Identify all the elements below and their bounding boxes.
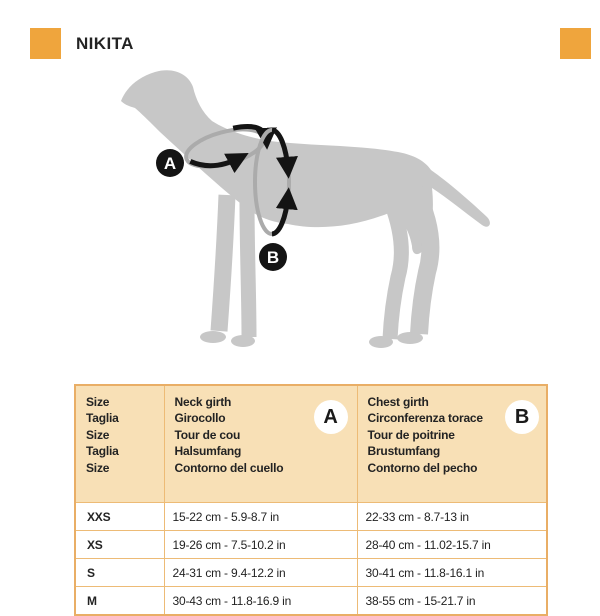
chest-header-badge: B (505, 400, 539, 434)
size-label: S (75, 559, 164, 587)
size-header-line: Taglia (86, 411, 119, 426)
chest-header-line: Tour de poitrine (367, 427, 455, 442)
chest-header-line: Contorno del pecho (367, 460, 478, 475)
chest-girth-value: 38-55 cm - 15-21.7 in (357, 587, 547, 616)
chest-header-line: Circonferenza torace (367, 411, 483, 426)
chest-header-line: Chest girth (367, 395, 429, 409)
neck-header-line: Neck girth (174, 395, 232, 409)
table-row (75, 531, 547, 559)
table-row (75, 503, 547, 531)
chest-badge (259, 243, 287, 271)
dog-silhouette (121, 70, 490, 348)
neck-header-line: Tour de cou (174, 427, 241, 442)
neck-girth-column-header (164, 385, 357, 503)
neck-girth-value: 15-22 cm - 5.9-8.7 in (164, 503, 357, 531)
size-header-line: Size (86, 460, 110, 475)
table-row (75, 587, 547, 616)
size-label: XXS (75, 503, 164, 531)
chest-girth-value: 28-40 cm - 11.02-15.7 in (357, 531, 547, 559)
neck-girth-value: 19-26 cm - 7.5-10.2 in (164, 531, 357, 559)
neck-header-line: Girocollo (174, 411, 226, 426)
size-table (74, 384, 548, 616)
neck-header-badge: A (314, 400, 348, 434)
chest-girth-value: 22-33 cm - 8.7-13 in (357, 503, 547, 531)
table-row (75, 559, 547, 587)
chest-girth-value: 30-41 cm - 11.8-16.1 in (357, 559, 547, 587)
size-header-line: Size (86, 427, 110, 442)
neck-badge (156, 149, 184, 177)
product-title: NIKITA (76, 34, 134, 53)
chest-badge-letter: B (266, 248, 280, 267)
size-column-header (75, 385, 164, 503)
size-header-line: Taglia (86, 444, 119, 459)
neck-girth-value: 30-43 cm - 11.8-16.9 in (164, 587, 357, 616)
chest-header-line: Brustumfang (367, 444, 440, 459)
neck-header-line: Halsumfang (174, 444, 242, 459)
size-table-header-row (75, 385, 547, 503)
neck-badge-letter: A (163, 154, 177, 173)
size-header-line: Size (86, 395, 110, 409)
chest-girth-column-header (357, 385, 547, 503)
size-label: XS (75, 531, 164, 559)
neck-header-line: Contorno del cuello (174, 460, 284, 475)
neck-girth-value: 24-31 cm - 9.4-12.2 in (164, 559, 357, 587)
size-label: M (75, 587, 164, 616)
